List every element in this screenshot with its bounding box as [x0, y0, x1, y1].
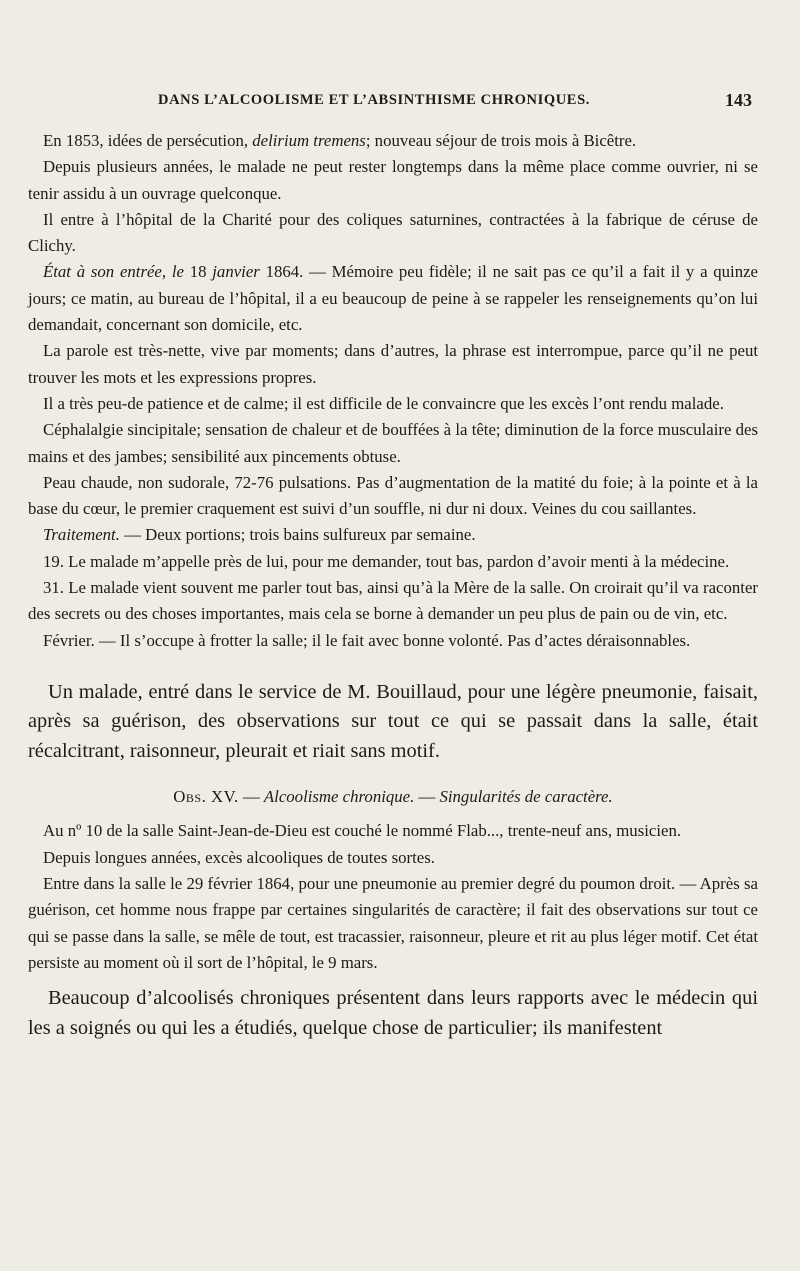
paragraph: Entre dans la salle le 29 février 1864, pour une pneumonie au premier degré du poumon droit. — Après sa guérison, cet homme nous frappe par certaines singularités de caractère; il fait des observations sur tout ce qui se passe dans la salle, se mêle de tout, est tracassier, raisonneur, pleure et rit au plus léger motif. Cet état persiste au moment où il sort de l’hôpital, le 9 mars. — [28, 874, 758, 972]
paragraph: La parole est très-nette, vive par moments; dans d’autres, la phrase est interrompue, parce qu’il ne peut trouver les mots et les expressions propres. — [28, 341, 758, 387]
paragraph: Céphalalgie sincipitale; sensation de chaleur et de bouffées à la tête; diminution de la force musculaire des mains et des jambes; sensibilité aux pincements obtuse. — [28, 420, 758, 466]
paragraph: Traitement. — Deux portions; trois bains sulfureux par semaine. — [43, 525, 476, 545]
paragraph: Février. — Il s’occupe à frotter la salle; il le fait avec bonne volonté. Pas d’actes déraisonnables. — [43, 630, 691, 650]
commentary-paragraph: Un malade, entré dans le service de M. Bouillaud, pour une légère pneumonie, faisait, après sa guérison, des observations sur tout ce qui se passait dans la salle, était récalcitrant, raisonneur, pleurait et riait sans motif. — [28, 680, 758, 762]
running-title: DANS L’ALCOOLISME ET L’ABSINTHISME CHRONIQUES. — [158, 92, 590, 108]
paragraph: 31. Le malade vient souvent me parler tout bas, ainsi qu’à la Mère de la salle. On croirait qu’il va raconter des secrets ou des choses importantes, mais cela se borne à demander un peu plus de pain ou de vin, etc. — [28, 578, 758, 624]
paragraph: Depuis longues années, excès alcooliques de toutes sortes. — [43, 847, 435, 867]
paragraph: Peau chaude, non sudorale, 72-76 pulsations. Pas d’augmentation de la matité du foie; à la pointe et à la base du cœur, le premier craquement est suivi d’un souffle, ni dur ni doux. Veines du cou saillantes. — [28, 472, 758, 519]
page-body — [28, 128, 758, 1043]
paragraph: 19. Le malade m’appelle près de lui, pour me demander, tout bas, pardon d’avoir menti à la médecine. — [43, 551, 730, 571]
paragraph: Au nº 10 de la salle Saint-Jean-de-Dieu est couché le nommé Flab..., trente-neuf ans, musicien. — [43, 821, 682, 841]
paragraph: Depuis plusieurs années, le malade ne peut rester longtemps dans la même place comme ouvrier, ni se tenir assidu à un ouvrage quelconque. — [28, 157, 758, 203]
page-number: 143 — [725, 90, 752, 110]
observation-heading: Obs. XV. — Alcoolisme chronique. — Singularités de caractère. — [173, 787, 613, 807]
commentary-paragraph: Beaucoup d’alcoolisés chroniques présentent dans leurs rapports avec le médecin qui les a soignés ou qui les a étudiés, quelque chose de particulier; ils manifestent — [28, 987, 758, 1039]
paragraph: En 1853, idées de persécution, delirium tremens; nouveau séjour de trois mois à Bicêtre. — [43, 131, 637, 150]
page-header — [28, 92, 756, 116]
paragraph: Il entre à l’hôpital de la Charité pour des coliques saturnines, contractées à la fabrique de céruse de Clichy. — [28, 209, 758, 256]
paragraph: État à son entrée, le 18 janvier 1864. — Mémoire peu fidèle; il ne sait pas ce qu’il a fait il y a quinze jours; ce matin, au bureau de l’hôpital, il a eu beaucoup de peine à se rappeler les renseignements qu’on lui demandait, concernant son domicile, etc. — [28, 262, 759, 335]
paragraph: Il a très peu-de patience et de calme; il est difficile de le convaincre que les excès l’ont rendu malade. — [43, 393, 724, 413]
